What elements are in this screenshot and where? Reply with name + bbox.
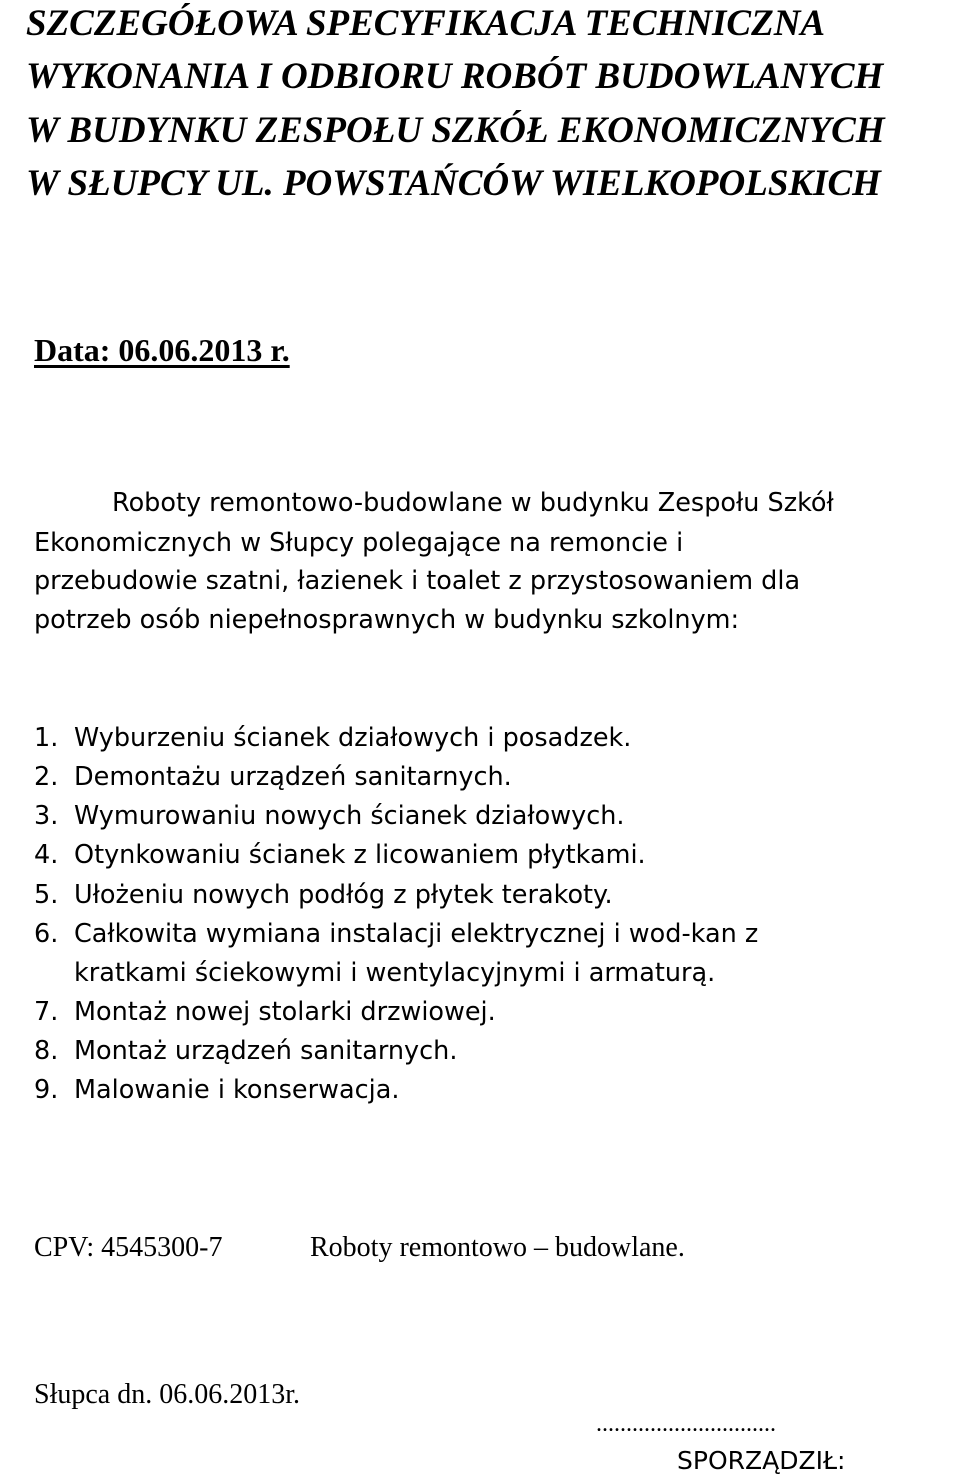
signature-dots: .............................. <box>596 1411 776 1437</box>
work-item-text: Malowanie i konserwacja. <box>74 1075 400 1105</box>
work-item-8 <box>34 1035 457 1067</box>
work-item-number: 5. <box>34 880 59 910</box>
work-item-7 <box>34 996 496 1028</box>
work-item-number: 3. <box>34 801 59 831</box>
work-item-1 <box>34 722 631 754</box>
work-item-text: Demontażu urządzeń sanitarnych. <box>74 762 512 792</box>
work-item-text: Wyburzeniu ścianek działowych i posadzek. <box>74 723 632 753</box>
work-item-number: 2. <box>34 762 59 792</box>
work-item-9 <box>34 1074 399 1106</box>
document-title-line-3: W BUDYNKU ZESPOŁU SZKÓŁ EKONOMICZNYCH <box>26 110 885 151</box>
work-item-number: 1. <box>34 723 59 753</box>
intro-line-4: potrzeb osób niepełnosprawnych w budynku szkolnym: <box>34 605 740 635</box>
work-item-text: Wymurowaniu nowych ścianek działowych. <box>74 801 625 831</box>
work-item-text: Otynkowaniu ścianek z licowaniem płytkami. <box>74 840 646 870</box>
work-item-6 <box>34 918 758 950</box>
work-item-text: Ułożeniu nowych podłóg z płytek terakoty. <box>74 880 613 910</box>
work-item-number: 7. <box>34 997 59 1027</box>
document-date: Data: 06.06.2013 r. <box>34 332 290 368</box>
intro-line-2: Ekonomicznych w Słupcy polegające na remoncie i <box>34 528 684 558</box>
work-item-2 <box>34 761 512 793</box>
work-item-4 <box>34 839 646 871</box>
work-item-6-continuation: kratkami ściekowymi i wentylacyjnymi i armaturą. <box>74 958 716 988</box>
work-item-3 <box>34 800 624 832</box>
work-item-5 <box>34 879 613 911</box>
work-item-text: Całkowita wymiana instalacji elektrycznej i wod-kan z <box>74 919 759 949</box>
intro-line-3: przebudowie szatni, łazienek i toalet z przystosowaniem dla <box>34 566 801 596</box>
signature-label: SPORZĄDZIŁ: <box>677 1446 846 1475</box>
cpv-code: CPV: 4545300-7 <box>34 1232 223 1263</box>
work-item-text: Montaż nowej stolarki drzwiowej. <box>74 997 496 1027</box>
work-item-number: 9. <box>34 1075 59 1105</box>
work-item-text: Montaż urządzeń sanitarnych. <box>74 1036 458 1066</box>
document-title-line-4: W SŁUPCY UL. POWSTAŃCÓW WIELKOPOLSKICH <box>26 163 881 204</box>
work-item-number: 8. <box>34 1036 59 1066</box>
document-title-line-1: SZCZEGÓŁOWA SPECYFIKACJA TECHNICZNA <box>26 3 826 44</box>
work-item-number: 4. <box>34 840 59 870</box>
cpv-description: Roboty remontowo – budowlane. <box>310 1232 685 1263</box>
work-item-number: 6. <box>34 919 59 949</box>
document-title-line-2: WYKONANIA I ODBIORU ROBÓT BUDOWLANYCH <box>26 56 884 97</box>
intro-line-1: Roboty remontowo-budowlane w budynku Zespołu Szkół <box>112 488 834 518</box>
place-and-date: Słupca dn. 06.06.2013r. <box>34 1379 300 1410</box>
